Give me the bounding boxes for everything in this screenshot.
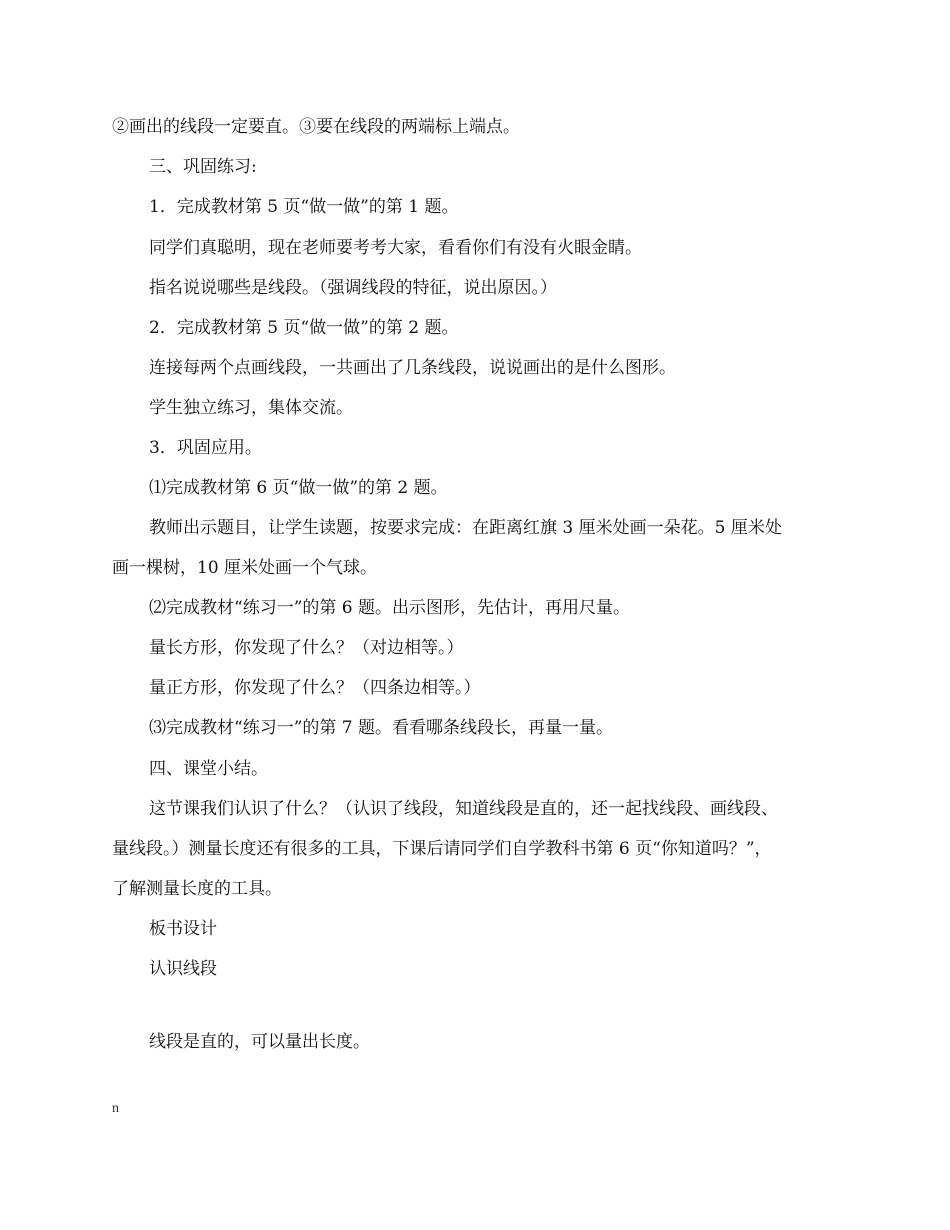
text-line: 指名说说哪些是线段。（强调线段的特征，说出原因。） <box>149 278 557 298</box>
text-line: 量正方形，你发现了什么？（四条边相等。） <box>149 678 481 698</box>
section-heading: 四、课堂小结。 <box>149 759 268 779</box>
text-line: 1．完成教材第 5 页“做一做”的第 1 题。 <box>149 197 459 217</box>
text-line: ⑴完成教材第 6 页“做一做”的第 2 题。 <box>149 478 448 498</box>
text-line: 量长方形，你发现了什么？（对边相等。） <box>149 638 464 658</box>
text-line: 3．巩固应用。 <box>149 438 262 458</box>
text-line: 量线段。）测量长度还有很多的工具，下课后请同学们自学教科书第 6 页“你知道吗？”， <box>112 839 772 859</box>
text-line: 同学们真聪明，现在老师要考考大家，看看你们有没有火眼金睛。 <box>149 238 642 258</box>
board-title: 认识线段 <box>149 959 217 979</box>
text-line: 线段是直的，可以量出长度。 <box>149 1032 370 1052</box>
text-line: 了解测量长度的工具。 <box>112 879 282 899</box>
text-line: 连接每两个点画线段，一共画出了几条线段，说说画出的是什么图形。 <box>149 358 676 378</box>
text-line: 教师出示题目，让学生读题，按要求完成：在距离红旗 3 厘米处画一朵花。5 厘米处 <box>149 518 782 538</box>
footer-mark: n <box>112 1101 119 1116</box>
section-heading: 三、巩固练习: <box>149 157 257 177</box>
text-line: 画一棵树，10 厘米处画一个气球。 <box>112 558 378 578</box>
text-line: 这节课我们认识了什么？（认识了线段，知道线段是直的，还一起找线段、画线段、 <box>149 799 778 819</box>
text-line: 2．完成教材第 5 页“做一做”的第 2 题。 <box>149 318 459 338</box>
text-line: ⑶完成教材“练习一”的第 7 题。看看哪条线段长，再量一量。 <box>149 718 614 738</box>
text-line: ②画出的线段一定要直。③要在线段的两端标上端点。 <box>112 117 520 137</box>
text-line: ⑵完成教材“练习一”的第 6 题。出示图形，先估计，再用尺量。 <box>149 598 631 618</box>
board-design-heading: 板书设计 <box>149 919 217 939</box>
text-line: 学生独立练习，集体交流。 <box>149 398 353 418</box>
